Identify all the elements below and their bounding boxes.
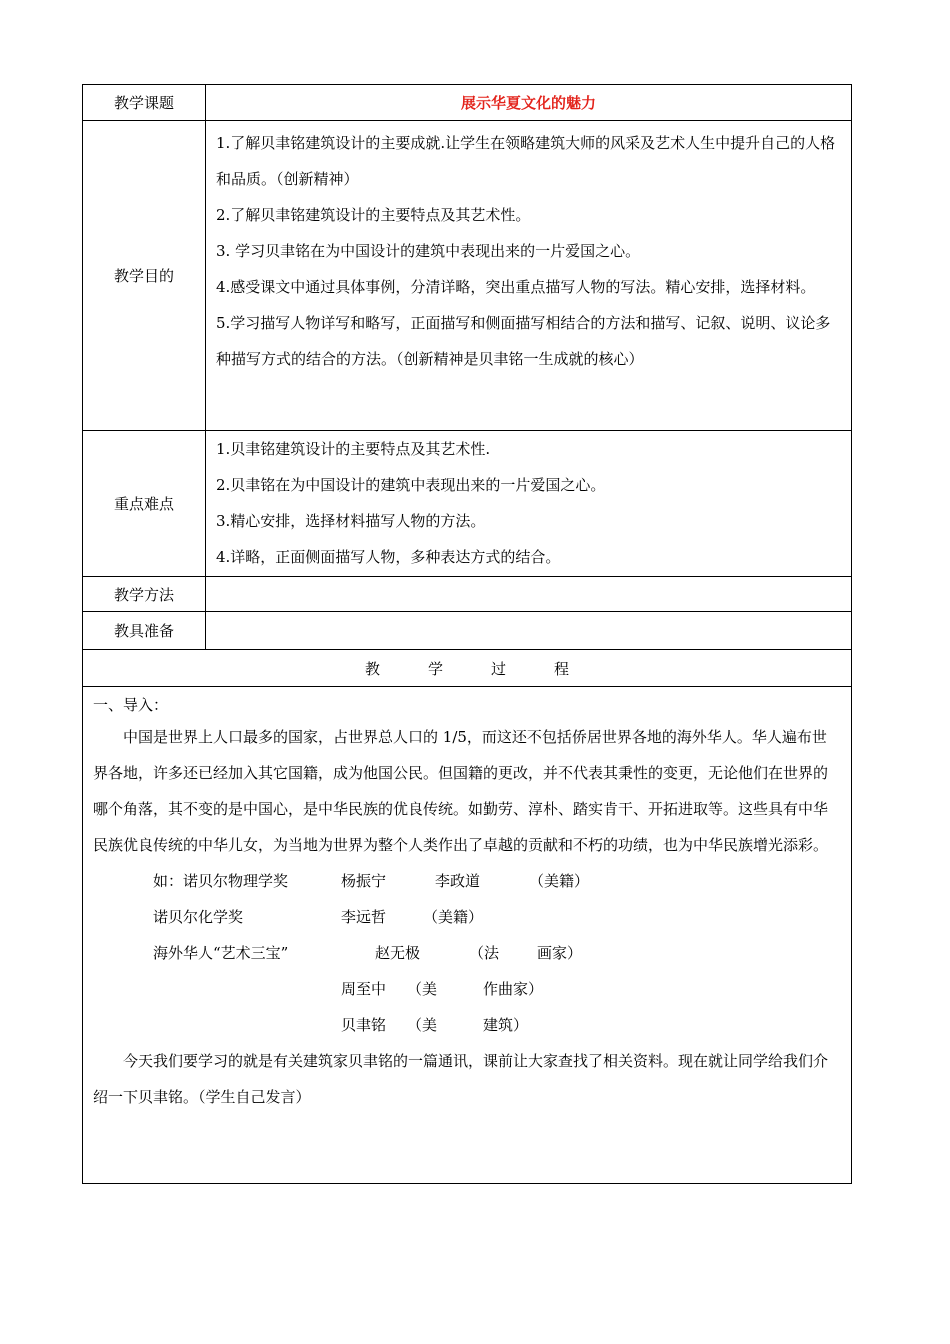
key-item: 2.贝聿铭在为中国设计的建筑中表现出来的一片爱国之心。 [216,476,606,494]
closing-paragraph: 今天我们要学习的就是有关建筑家贝聿铭的一篇通讯，课前让大家查找了相关资料。现在就让同学给我们介绍一下贝聿铭。（学生自己发言） [93,1052,829,1106]
example-award: 如：诺贝尔物理学奖 [153,872,289,890]
example-row [93,899,841,935]
goal-item: 4.感受课文中通过具体事例，分清详略，突出重点描写人物的写法。精心安排，选择材料。 [216,278,816,296]
process-header [83,650,852,687]
goals-cell [206,121,852,431]
example-note: （美 [407,980,438,998]
topic-title: 展示华夏文化的魅力 [206,85,852,121]
example-person: 李政道 [435,872,481,890]
example-person: 贝聿铭 [341,1016,387,1034]
process-header-row [83,650,852,687]
tools-value [206,612,852,650]
goals-label: 教学目的 [83,121,206,431]
process-header-char: 程 [554,659,570,678]
example-row [93,935,841,971]
example-note: （美籍） [423,908,484,926]
key-item: 3.精心安排，选择材料描写人物的方法。 [216,512,486,530]
topic-label: 教学课题 [83,85,206,121]
process-header-char: 学 [427,659,443,678]
process-header-char: 教 [364,659,380,678]
example-note: （法 [469,944,500,962]
example-award: 海外华人“艺术三宝” [153,944,289,962]
example-person: 杨振宁 [341,872,387,890]
example-person: 周至中 [341,980,387,998]
method-label: 教学方法 [83,577,206,612]
method-row [83,577,852,612]
example-person: 赵无极 [375,944,421,962]
keys-label: 重点难点 [83,431,206,577]
tools-label: 教具准备 [83,612,206,650]
goal-item: 1.了解贝聿铭建筑设计的主要成就.让学生在领略建筑大师的风采及艺术人生中提升自己的人格和品质。（创新精神） [216,134,836,188]
goal-item: 2.了解贝聿铭建筑设计的主要特点及其艺术性。 [216,206,531,224]
keys-cell [206,431,852,577]
tools-row [83,612,852,650]
lesson-plan-table [82,84,852,1184]
intro-paragraph: 中国是世界上人口最多的国家，占世界总人口的 1/5，而这还不包括侨居世界各地的海外华人。华人遍布世界各地，许多还已经加入其它国籍，成为他国公民。但国籍的更改，并不代表其秉性的变更，无论他们在世界的哪个角落，其不变的是中国心，是中华民族的优良传统。如勤劳、淳朴、踏实肯干、开拓进取等。这些具有中华民族优良传统的中华儿女，为当地为世界为整个人类作出了卓越的贡献和不朽的功绩，也为中华民族增光添彩。 [93,728,829,854]
keys-row [83,431,852,577]
key-item: 4.详略，正面侧面描写人物，多种表达方式的结合。 [216,548,561,566]
goal-item: 3. 学习贝聿铭在为中国设计的建筑中表现出来的一片爱国之心。 [216,242,641,260]
process-body-row [83,687,852,1184]
example-row [93,863,841,899]
method-value [206,577,852,612]
example-note: （美 [407,1016,438,1034]
example-row [93,1007,841,1043]
section-title: 一、导入： [93,696,169,714]
key-item: 1.贝聿铭建筑设计的主要特点及其艺术性. [216,440,491,458]
process-header-char: 过 [491,659,507,678]
goals-row [83,121,852,431]
example-note: 画家） [537,944,583,962]
process-body [83,687,852,1184]
goal-item: 5.学习描写人物详写和略写，正面描写和侧面描写相结合的方法和描写、记叙、说明、议论多种描写方式的结合的方法。（创新精神是贝聿铭一生成就的核心） [216,314,831,368]
example-award: 诺贝尔化学奖 [153,908,244,926]
example-note: 作曲家） [483,980,544,998]
example-row [93,971,841,1007]
example-note: 建筑） [483,1016,529,1034]
example-note: （美籍） [529,872,590,890]
topic-row [83,85,852,121]
example-person: 李远哲 [341,908,387,926]
